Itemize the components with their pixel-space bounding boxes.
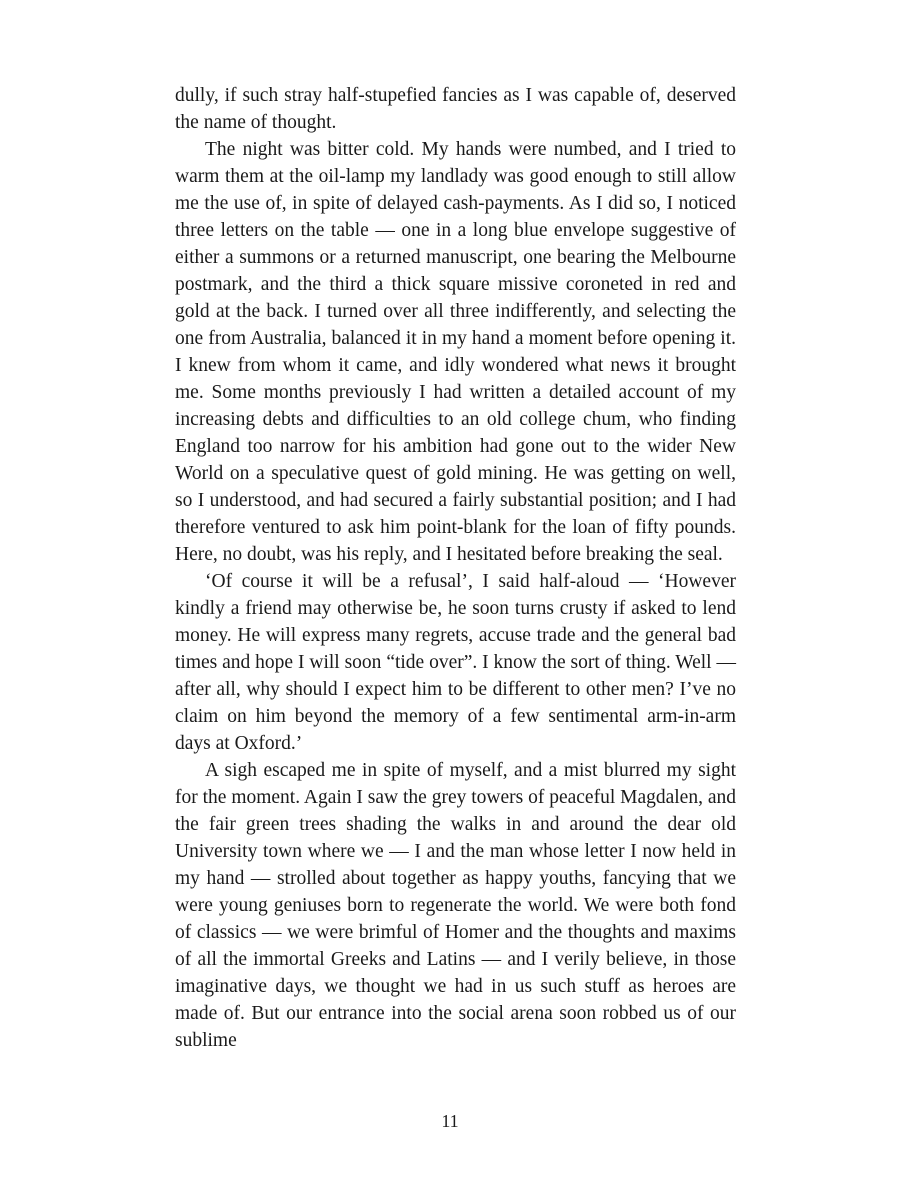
paragraph-3: ‘Of course it will be a refusal’, I said half-aloud — ‘However kindly a friend may otherwise be, he soon turns crusty if asked to lend money. He will express many regrets, accuse trade and the general bad times and hope I will soon “tide over”. I know the sort of thing. Well — after all, why should I expect him to be different to other men? I’ve no claim on him beyond the memory of a few sentimental arm-in-arm days at Oxford.’ (175, 571, 736, 754)
paragraph-1: dully, if such stray half-stupefied fancies as I was capable of, deserved the name of thought. (175, 85, 736, 133)
paragraph-2: The night was bitter cold. My hands were numbed, and I tried to warm them at the oil-lamp my landlady was good enough to still allow me the use of, in spite of delayed cash-payments. As I did so, I noticed three letters on the table — one in a long blue envelope suggestive of either a summons or a returned manuscript, one bearing the Melbourne postmark, and the third a thick square missive coroneted in red and gold at the back. I turned over all three indifferently, and selecting the one from Australia, balanced it in my hand a moment before opening it. I knew from whom it came, and idly wondered what news it brought me. Some months previously I had written a detailed account of my increasing debts and difficulties to an old college chum, who finding England too narrow for his ambition had gone out to the wider New World on a speculative quest of gold mining. He was getting on well, so I understood, and had secured a fairly substantial position; and I had therefore ventured to ask him point-blank for the loan of fifty pounds. Here, no doubt, was his reply, and I hesitated before breaking the seal. (175, 139, 736, 565)
paragraph-4: A sigh escaped me in spite of myself, and a mist blurred my sight for the moment. Again I saw the grey towers of peaceful Magdalen, and the fair green trees shading the walks in and around the dear old University town where we — I and the man whose letter I now held in my hand — strolled about together as happy youths, fancying that we were young geniuses born to regenerate the world. We were both fond of classics — we were brimful of Homer and the thoughts and maxims of all the immortal Greeks and Latins — and I verily believe, in those imaginative days, we thought we had in us such stuff as heroes are made of. But our entrance into the social arena soon robbed us of our sublime (175, 760, 736, 1051)
page-number: 11 (441, 1111, 459, 1131)
body-text (175, 82, 736, 1054)
